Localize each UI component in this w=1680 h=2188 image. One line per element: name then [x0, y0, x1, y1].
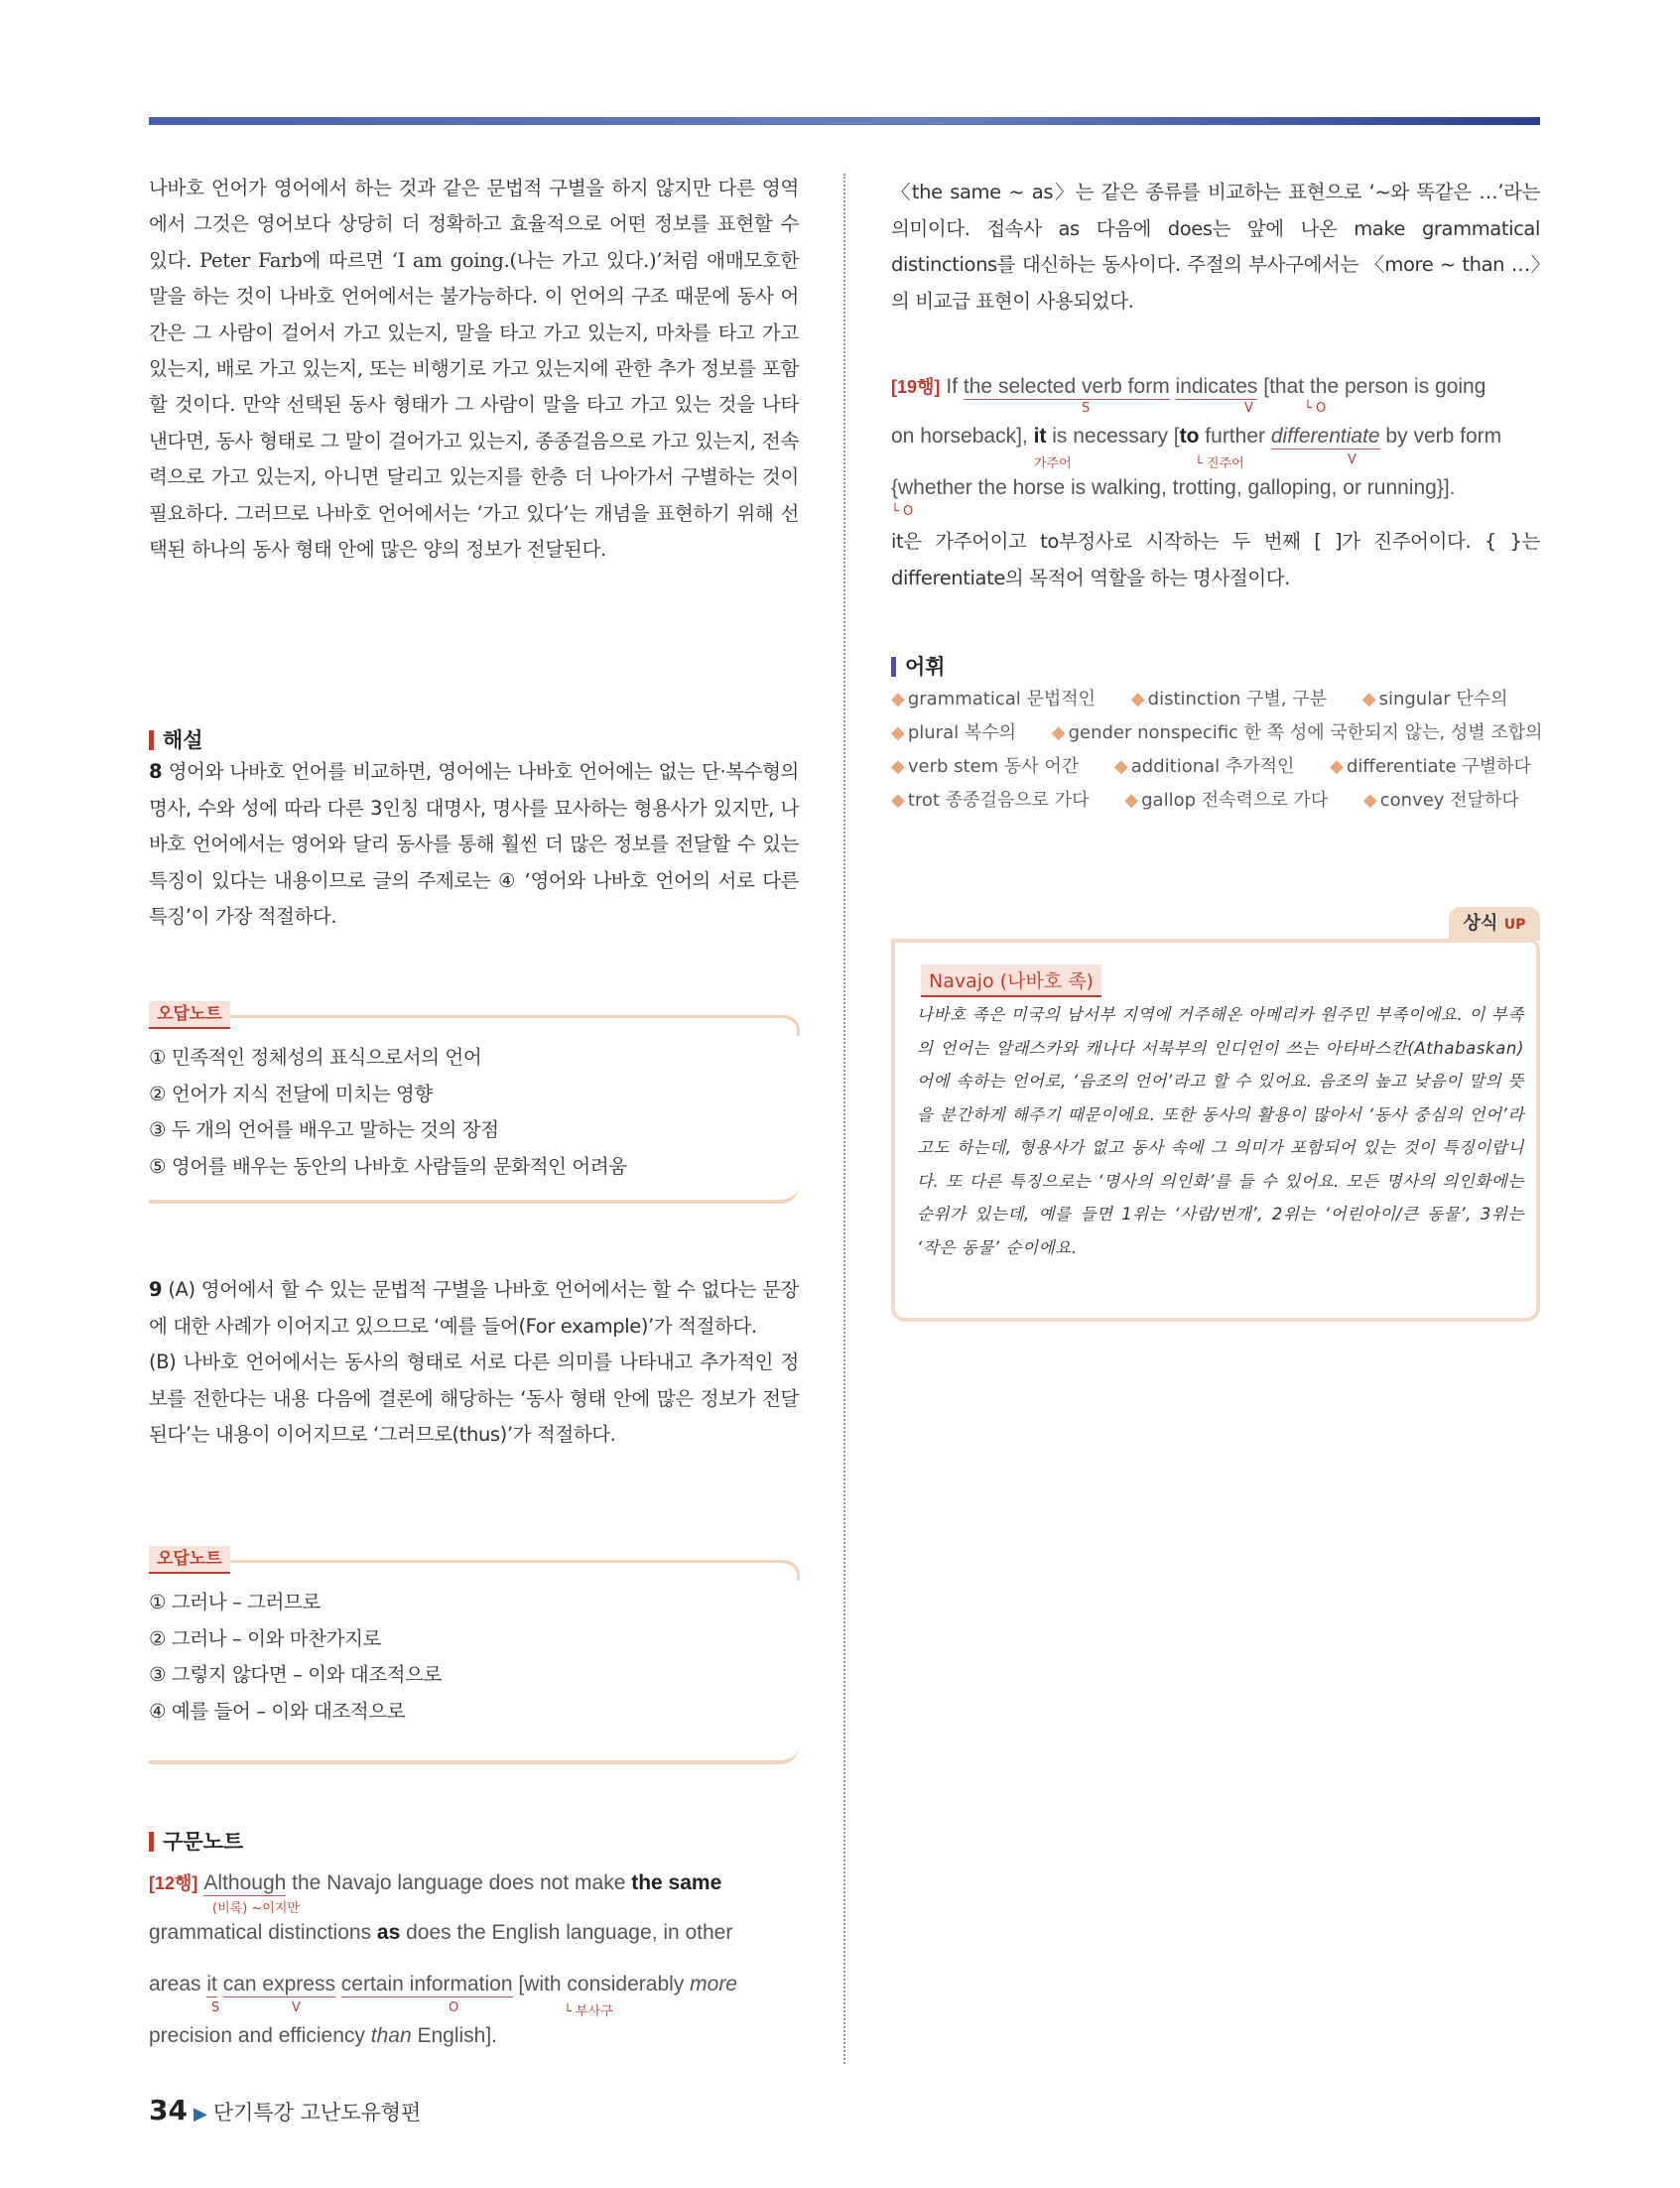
wrong-answer-note-1 [149, 1004, 799, 1204]
page-footer [149, 2094, 421, 2126]
label-s: S [211, 2000, 220, 2015]
syntax-text: [that the person is going [1257, 375, 1486, 398]
subject-verb-form: the selected verb form [963, 375, 1170, 398]
sangsik-tab-label: 상식 [1463, 913, 1498, 934]
note1-list [149, 1018, 799, 1185]
syntax-text: the Navajo language does not make [286, 1871, 632, 1894]
object-certain-information: certain information [340, 1973, 513, 1995]
note2-item: ① 그러나 – 그러므로 [149, 1591, 321, 1613]
line-ref-12: [12행] [149, 1873, 198, 1893]
syntax-text: is necessary [ [1046, 425, 1180, 448]
note2-list [149, 1563, 799, 1730]
syntax-text: by verb form [1379, 425, 1502, 448]
arrow-right-icon: ▶ [193, 2104, 207, 2124]
syntax-text: grammatical distinctions [149, 1921, 377, 1944]
label-o: O [449, 2000, 459, 2015]
it-bold: it [1033, 425, 1047, 448]
label-v: V [1348, 452, 1357, 467]
sangsik-box [891, 939, 1540, 1322]
syntax-text: English]. [411, 2024, 498, 2047]
label-v: V [1244, 401, 1253, 416]
label-o: └ O [1304, 401, 1327, 416]
note2-item: ④ 예를 들어 – 이와 대조적으로 [149, 1699, 406, 1723]
verb-indicates: indicates [1175, 375, 1258, 398]
q9-explanation [149, 1272, 799, 1454]
haeseol-heading-text: 해설 [163, 728, 203, 752]
note1-item: ② 언어가 지식 전달에 미치는 영향 [149, 1082, 433, 1105]
vocab-item: ◆ gallop 전속력으로 가다 [1124, 790, 1329, 811]
top-rule [149, 117, 1540, 125]
syntax-line-19b [891, 425, 1501, 449]
note2-item: ② 그러나 – 이와 마찬가지로 [149, 1626, 381, 1650]
label-real-subject: └ 진주어 [1195, 456, 1244, 471]
vocab-item: ◆ additional 추가적인 [1113, 756, 1295, 777]
as-bold: as [376, 1921, 401, 1944]
vocab-item: ◆ gender nonspecific 한 쪽 성에 국한되지 않는, 성별 조합의 [1051, 722, 1543, 743]
wrong-answer-note-2 [149, 1549, 799, 1764]
q9-number: 9 [149, 1278, 163, 1301]
label-s: S [1082, 401, 1091, 416]
verb-can-express: can express [222, 1973, 335, 1995]
sangsik-body: 나바호 족은 미국의 남서부 지역에 거주해온 아메리카 원주민 부족이에요. 이 부족의 언어는 알래스카와 캐나다 서북부의 인디언이 쓰는 아타바스칸(Athabaskan)어에 속하는 언어로, ‘음조의 언어’라고 할 수 있어요. 음조의 높고 낮음이 말의 뜻을 분간하게 해주기 때문이에요. 또한 동사의 활용이 많아서 ‘동사 중심의 언어’라고도 하는데, 형용사가 없고 동사 속에 그 의미가 포함되어 있는 것이 특징이랍니다. 또 다른 특징으로는 ‘명사의 의인화’를 들 수 있어요. 모든 명사의 의인화에는 순위가 있는데, 예를 들면 1위는 ‘사람/번개’, 2위는 ‘어린아이/큰 동물’, 3위는 ‘작은 동물’ 순이에요. [917, 1005, 1524, 1257]
syntax-text: on horseback], [891, 425, 1034, 448]
label-v: V [292, 2000, 301, 2015]
syntax-text: If [946, 375, 964, 398]
vocab-row-3 [891, 750, 1561, 784]
vocab-item: ◆ convey 전달하다 [1362, 790, 1519, 811]
although-gloss: (비록) ~이지만 [212, 1901, 300, 1916]
vocab-item: ◆ verb stem 동사 어간 [891, 756, 1080, 777]
page-number: 34 [149, 2094, 188, 2126]
note1-tag: 오답노트 [149, 1001, 230, 1029]
vocab-item: ◆ distinction 구별, 구분 [1130, 689, 1328, 709]
q9-text-b: (B) 나바호 언어에서는 동사의 형태로 서로 다른 의미를 나타내고 추가적인 정보를 전한다는 내용 다음에 결론에 해당하는 ‘동사 형태 안에 많은 정보가 전달된다’는 내용이 이어지므로 ‘그러므로(thus)’가 적절하다. [149, 1351, 799, 1446]
it-explanation: it은 가주어이고 to부정사로 시작하는 두 번째 [ ]가 진주어이다. { }는 differentiate의 목적어 역할을 하는 명사절이다. [891, 530, 1540, 589]
label-adverb-phrase: └ 부사구 [564, 2004, 613, 2019]
vocab-item: ◆ singular 단수의 [1361, 689, 1508, 709]
syntax-text: further [1199, 425, 1271, 448]
sangsik-tab-up: UP [1503, 917, 1526, 933]
vocab-row-4 [891, 784, 1549, 818]
q8-explanation [149, 754, 799, 936]
syntax-text: areas [149, 1973, 207, 1995]
label-dummy-subject: 가주어 [1034, 456, 1072, 471]
syntax-line-3 [149, 1973, 737, 1996]
vocab-heading [891, 654, 946, 680]
differentiate-italic: differentiate [1270, 425, 1380, 448]
syntax-line-4 [149, 2024, 497, 2048]
label-o: └ O [891, 504, 914, 519]
to-bold: to [1179, 425, 1200, 448]
the-same-bold: the same [631, 1871, 722, 1894]
note2-item: ③ 그렇지 않다면 – 이와 대조적으로 [149, 1663, 443, 1686]
subject-it: it [206, 1973, 217, 1995]
q8-number: 8 [149, 760, 163, 783]
more-italic: more [690, 1973, 737, 1995]
syntax-line-1 [149, 1869, 721, 1895]
vocab-item: ◆ grammatical 문법적인 [891, 689, 1097, 709]
q9-text-a: (A) 영어에서 할 수 있는 문법적 구별을 나바호 언어에서는 할 수 없다는 문장에 대한 사례가 이어지고 있으므로 ‘예를 들어(For example)’가 적절하다. [149, 1278, 799, 1338]
vocab-item: ◆ differentiate 구별하다 [1330, 756, 1531, 777]
syntax-line-2 [149, 1921, 732, 1945]
than-italic: than [370, 2024, 412, 2047]
syntax-text: does the English language, in other [400, 1921, 733, 1944]
syntax-line-19a [891, 373, 1486, 399]
vocab-item: ◆ plural 복수의 [891, 722, 1016, 743]
note1-item: ⑤ 영어를 배우는 동안의 나바호 사람들의 문화적인 어려움 [149, 1154, 627, 1178]
sangsik-title: Navajo (나바호 족) [921, 965, 1101, 997]
syntax-line-19c [891, 476, 1456, 500]
column-divider [843, 174, 845, 2064]
korean-translation: 나바호 언어가 영어에서 하는 것과 같은 문법적 구별을 하지 않지만 다른 영역에서 그것은 영어보다 상당히 더 정확하고 효율적으로 어떤 정보를 표현할 수 있다. Peter Farb에 따르면 ‘I am going.(나는 가고 있다.)’처럼 애매모호한 말을 하는 것이 나바호 언어에서는 불가능하다. 이 언어의 구조 때문에 동사 어간은 그 사람이 걸어서 가고 있는지, 말을 타고 가고 있는지, 마차를 타고 가고 있는지, 배로 가고 있는지, 또는 비행기로 가고 있는지에 관한 추가 정보를 포함할 것이다. 만약 선택된 동사 형태가 그 사람이 말을 타고 가고 있는 것을 나타낸다면, 동사 형태로 그 말이 걸어가고 있는지, 종종걸음으로 가고 있는지, 전속력으로 가고 있는지, 아니면 달리고 있는지를 한층 더 나아가서 구별하는 것이 필요하다. 그러므로 나바호 언어에서는 ‘가고 있다’는 개념을 표현하기 위해 선택된 하나의 동사 형태 안에 많은 양의 정보가 전달된다. [149, 177, 799, 562]
vocab-row-2 [891, 716, 1573, 750]
book-title: 단기특강 고난도유형편 [212, 2101, 422, 2124]
syntax-text: [with considerably [512, 1973, 691, 1995]
note1-item: ③ 두 개의 언어를 배우고 말하는 것의 장점 [149, 1118, 499, 1141]
gumun-heading [149, 1829, 243, 1855]
haeseol-heading [149, 727, 203, 753]
line-ref-19: [19행] [891, 377, 941, 397]
gumun-heading-text: 구문노트 [163, 1830, 244, 1854]
q8-text: 영어와 나바호 언어를 비교하면, 영어에는 나바호 언어에는 없는 단·복수형의 명사, 수와 성에 따라 다른 3인칭 대명사, 명사를 묘사하는 형용사가 있지만, 나바호 언어에서는 영어와 달리 동사를 통해 훨씬 더 많은 정보를 전달할 수 있는 특징이 있다는 내용이므로 글의 주제로는 ④ ‘영어와 나바호 언어의 서로 다른 특징’이 가장 적절하다. [149, 760, 799, 928]
although-word: Although [203, 1871, 287, 1894]
syntax-text: precision and efficiency [149, 2024, 371, 2047]
vocab-item: ◆ trot 종종걸음으로 가다 [891, 790, 1090, 811]
vocab-heading-text: 어휘 [905, 655, 946, 679]
note1-item: ① 민족적인 정체성의 표식으로서의 언어 [149, 1046, 482, 1069]
sangsik-up-tab [1449, 907, 1540, 941]
note2-tag: 오답노트 [149, 1546, 230, 1574]
vocab-row-1 [891, 683, 1538, 716]
same-as-explanation: 〈the same ~ as〉는 같은 종류를 비교하는 표현으로 ‘~와 똑같은 …’라는 의미이다. 접속사 as 다음에 does는 앞에 나온 make grammatical distinctions를 대신하는 동사이다. 주절의 부사구에서는 〈more ~ than …〉의 비교급 표현이 사용되었다. [891, 181, 1540, 313]
syntax-text: {whether the horse is walking, trotting, galloping, or running}]. [891, 476, 1456, 499]
